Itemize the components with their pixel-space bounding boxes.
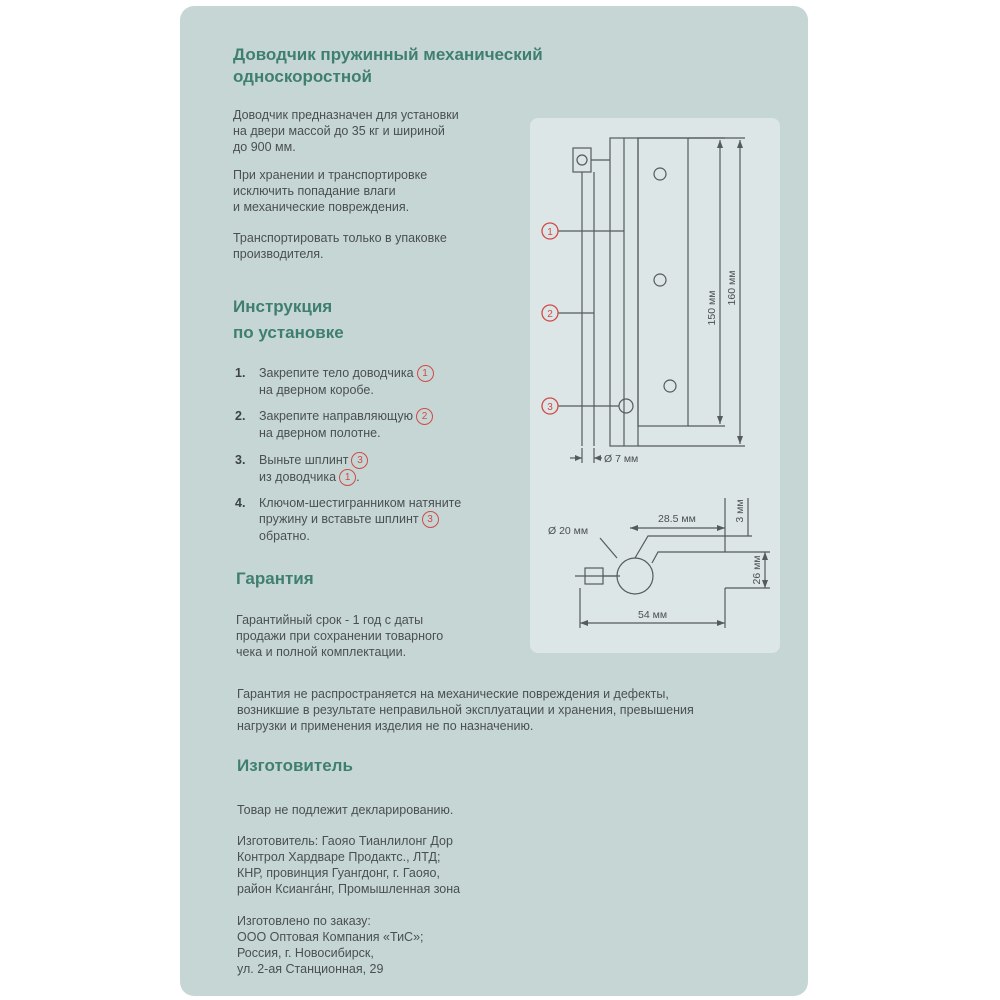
- ref-label-3: 3: [547, 402, 553, 413]
- top-knob: [573, 148, 591, 172]
- body-plate: [638, 138, 688, 426]
- dim-26: 26 мм: [751, 555, 763, 585]
- ref-circle-3: 3: [351, 452, 368, 469]
- ref-label-1: 1: [547, 227, 553, 238]
- dim-54: 54 мм: [638, 609, 668, 621]
- closer-drawing: [530, 118, 780, 653]
- ref-label-2: 2: [547, 309, 553, 320]
- manufacturer-title: Изготовитель: [237, 756, 353, 775]
- ref-circle-1: 1: [417, 365, 434, 382]
- warranty-text: Гарантийный срок - 1 год с даты продажи при сохранении товарного чека и полной комплектации.: [236, 613, 444, 659]
- dim-diameter-7: Ø 7 мм: [604, 453, 639, 465]
- manufacturer-declaration: Товар не подлежит декларированию.: [237, 803, 454, 817]
- ordered-by: Изготовлено по заказу: ООО Оптовая Компания «ТиС»; Россия, г. Новосибирск, ул. 2-ая Станционная, 29: [237, 914, 424, 976]
- dim-28-5: 28.5 мм: [658, 513, 696, 525]
- ref-circle-3: 3: [422, 511, 439, 528]
- intro-paragraph-3: Транспортировать только в упаковке производителя.: [233, 231, 447, 261]
- instructions-title: Инструкция по установке: [233, 297, 344, 342]
- dimension-diagram: [530, 118, 780, 653]
- step-1: 1. Закрепите тело доводчика 1 на дверном коробе.: [235, 365, 245, 381]
- mount-hole: [664, 380, 676, 392]
- intro-paragraph-2: При хранении и транспортировке исключить попадание влаги и механические повреждения.: [233, 168, 428, 214]
- mount-hole: [654, 274, 666, 286]
- dim-diameter-20: Ø 20 мм: [548, 525, 589, 537]
- mount-hole: [654, 168, 666, 180]
- dim-150: 150 мм: [706, 290, 718, 326]
- arm-roller: [617, 558, 653, 594]
- intro-paragraph-1: Доводчик предназначен для установки на двери массой до 35 кг и шириной до 900 мм.: [233, 108, 459, 154]
- ref-circle-1: 1: [339, 469, 356, 486]
- warranty-title: Гарантия: [236, 569, 314, 588]
- product-title: Доводчик пружинный механический односкоростной: [233, 45, 543, 86]
- warranty-note: Гарантия не распространяется на механические повреждения и дефекты, возникшие в результате неправильной эксплуатации и хранения, превышения нагрузки и применения изделия не по назначению.: [237, 687, 694, 733]
- dim-160: 160 мм: [726, 270, 738, 306]
- step-4: 4. Ключом-шестигранником натяните пружину и вставьте шплинт 3 обратно.: [235, 496, 462, 544]
- ref-circle-2: 2: [416, 408, 433, 425]
- dim-3: 3 мм: [734, 499, 746, 523]
- manufacturer-info: Изготовитель: Гаояо Тианлилонг Дор Контрол Хардваре Продактс., ЛТД; КНР, провинция Гуангдонг, г. Гаояо, район Ксиангáнг, Промышленная зона: [237, 834, 461, 896]
- step-2: 2. Закрепите направляющую 2 на дверном полотне.: [235, 408, 245, 424]
- step-3: 3. Выньте шплинт 3 из доводчика 1 .: [235, 452, 245, 468]
- pin-hole: [619, 399, 633, 413]
